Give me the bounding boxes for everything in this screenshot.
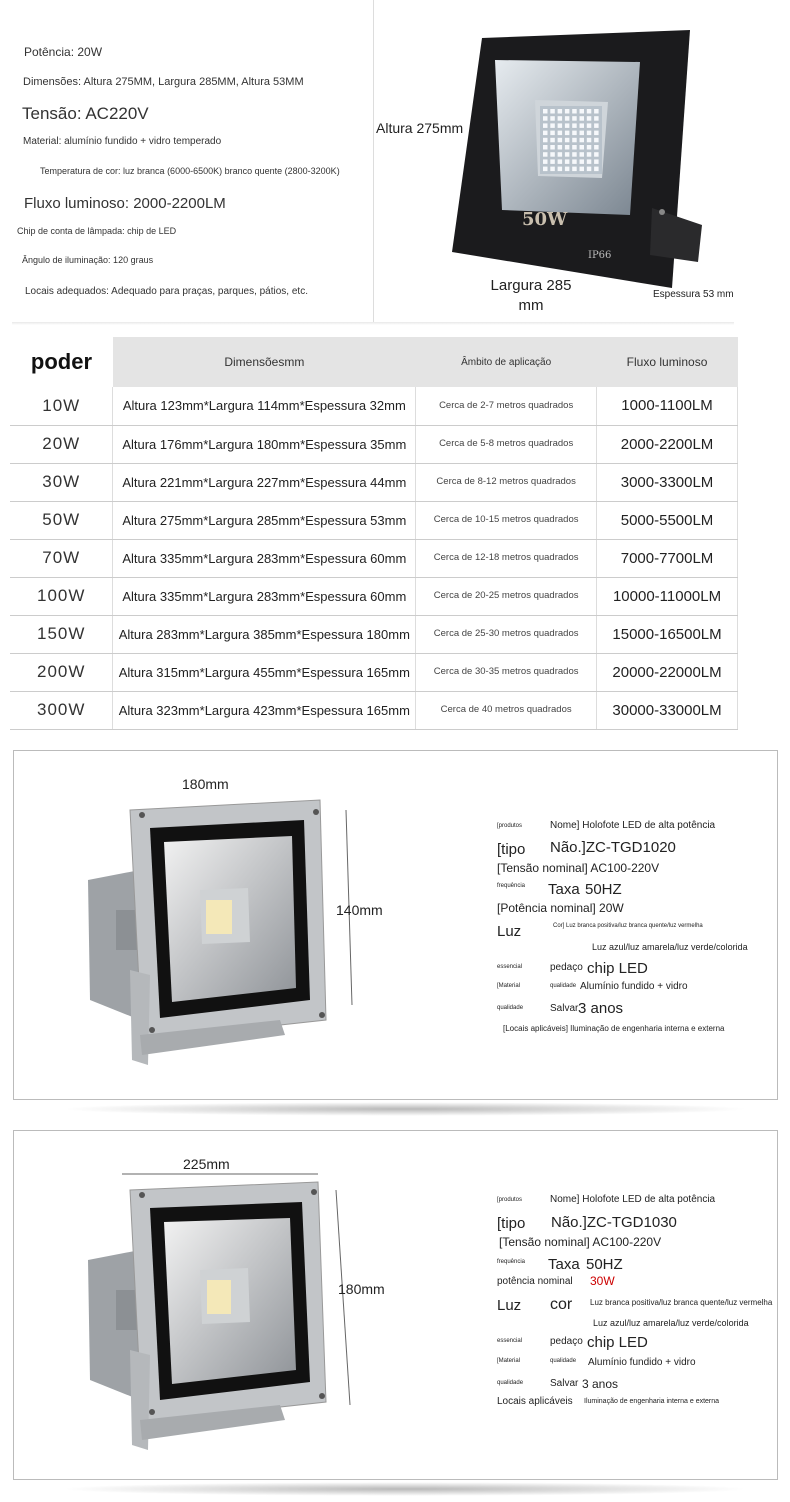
led-chip <box>558 131 563 136</box>
spec-material: Material: alumínio fundido + vidro temperado <box>23 136 222 147</box>
led-chip <box>594 138 599 143</box>
led-chip <box>587 145 592 150</box>
led-chip <box>550 131 555 136</box>
led-chip <box>580 131 585 136</box>
spec-voltage: Tensão: AC220V <box>22 104 149 123</box>
led-chip <box>558 152 563 157</box>
p1-b1: [tipo <box>497 841 526 858</box>
led-chip <box>543 109 548 114</box>
p1-f2: Cor] Luz branca positiva/luz branca quente/luz vermelha <box>553 923 703 929</box>
led-chip <box>594 145 599 150</box>
led-chip <box>594 131 599 136</box>
led-chip <box>587 109 592 114</box>
dimensions-cell: Altura 323mm*Largura 423mm*Espessura 165mm <box>113 691 416 729</box>
led-chip <box>558 159 563 164</box>
led-chip <box>550 138 555 143</box>
hero-height-label: Altura 275mm <box>376 120 464 136</box>
led-chip <box>580 116 585 121</box>
power-cell: 200W <box>10 653 113 691</box>
area-cell: Cerca de 40 metros quadrados <box>416 691 597 729</box>
led-chip <box>565 123 570 128</box>
table-row <box>10 425 738 463</box>
p1-i3: Alumínio fundido + vidro <box>580 981 688 992</box>
spec-places: Locais adequados: Adequado para praças, parques, pátios, etc. <box>25 286 308 297</box>
product2-image <box>80 1170 380 1460</box>
panel-shadow <box>60 1102 750 1116</box>
led-chip <box>543 138 548 143</box>
led-chip <box>565 152 570 157</box>
flux-cell: 3000-3300LM <box>597 463 738 501</box>
area-cell: Cerca de 8-12 metros quadrados <box>416 463 597 501</box>
led-chip <box>543 167 548 172</box>
led-chip <box>550 152 555 157</box>
led-chip <box>543 116 548 121</box>
led-chip <box>572 123 577 128</box>
led-chip <box>558 167 563 172</box>
p2-h2: pedaço <box>550 1336 583 1347</box>
p1-j3: 3 anos <box>578 1000 624 1017</box>
led-chip <box>565 131 570 136</box>
area-cell: Cerca de 10-15 metros quadrados <box>416 501 597 539</box>
led-chip <box>565 159 570 164</box>
p1-j1: qualidade <box>497 1005 524 1011</box>
led-chip <box>565 138 570 143</box>
area-cell: Cerca de 5-8 metros quadrados <box>416 425 597 463</box>
p2-b2: Não.]ZC-TGD1030 <box>551 1214 677 1231</box>
led-chip <box>572 116 577 121</box>
p2-b1: [tipo <box>497 1215 526 1232</box>
product2-width-label: 225mm <box>183 1156 230 1172</box>
led-chip <box>543 131 548 136</box>
p2-i1: [Material <box>497 1358 521 1364</box>
p1-f1: Luz <box>497 923 522 940</box>
led-chip <box>572 167 577 172</box>
p1-i2: qualidade <box>550 983 577 989</box>
hero-floodlight-image <box>440 30 710 292</box>
p2-d1: frequência <box>497 1259 526 1265</box>
p1-h2: pedaço <box>550 962 583 973</box>
p1-c1: [Tensão nominal] AC100-220V <box>497 861 660 875</box>
dimensions-cell: Altura 275mm*Largura 285mm*Espessura 53mm <box>113 501 416 539</box>
flux-cell: 15000-16500LM <box>597 615 738 653</box>
led-chip <box>543 152 548 157</box>
led-chip <box>572 152 577 157</box>
led-chip <box>550 167 555 172</box>
led-chip <box>550 116 555 121</box>
p2-e1: potência nominal <box>497 1276 573 1287</box>
table-row <box>10 501 738 539</box>
led-chip <box>558 109 563 114</box>
power-cell: 20W <box>10 425 113 463</box>
panel-shadow <box>60 1482 750 1496</box>
dimensions-cell: Altura 283mm*Largura 385mm*Espessura 180mm <box>113 615 416 653</box>
led-chip <box>550 159 555 164</box>
led-chip <box>565 145 570 150</box>
dimensions-cell: Altura 123mm*Largura 114mm*Espessura 32mm <box>113 387 416 425</box>
header-dimensions: Dimensõesmm <box>113 337 416 387</box>
product1-height-label: 140mm <box>336 902 383 918</box>
table-row <box>10 577 738 615</box>
p1-e1: [Potência nominal] 20W <box>497 901 624 915</box>
led-chip <box>558 145 563 150</box>
led-chip <box>580 152 585 157</box>
ip-mark: IP66 <box>588 250 612 261</box>
spec-color-temp: Temperatura de cor: luz branca (6000-6500K) branco quente (2800-3200K) <box>40 166 340 176</box>
led-chip <box>550 109 555 114</box>
p2-k2: Iluminação de engenharia interna e externa <box>584 1398 720 1405</box>
led-chip <box>572 159 577 164</box>
spec-dimensions: Dimensões: Altura 275MM, Largura 285MM, Altura 53MM <box>23 76 304 88</box>
p1-a2: Nome] Holofote LED de alta potência <box>550 820 716 831</box>
product1-width-label: 180mm <box>182 776 229 792</box>
flux-cell: 7000-7700LM <box>597 539 738 577</box>
p1-d2: Taxa <box>548 881 580 898</box>
p1-i1: [Material <box>497 983 521 989</box>
p2-d2: Taxa <box>548 1256 580 1273</box>
led-chip <box>587 138 592 143</box>
table-row <box>10 615 738 653</box>
led-chip <box>587 116 592 121</box>
power-cell: 150W <box>10 615 113 653</box>
flux-cell: 30000-33000LM <box>597 691 738 729</box>
table-row <box>10 387 738 425</box>
led-chip <box>565 167 570 172</box>
flux-cell: 10000-11000LM <box>597 577 738 615</box>
product1-image <box>80 790 380 1070</box>
led-chip <box>587 123 592 128</box>
power-cell: 30W <box>10 463 113 501</box>
p2-f1: Luz <box>497 1297 522 1314</box>
area-cell: Cerca de 30-35 metros quadrados <box>416 653 597 691</box>
led-chip <box>580 138 585 143</box>
p1-d3: 50HZ <box>585 881 622 898</box>
p2-k1: Locais aplicáveis <box>497 1396 573 1407</box>
led-chip <box>580 159 585 164</box>
p2-c1: [Tensão nominal] AC100-220V <box>499 1235 662 1249</box>
p2-f3: Luz branca positiva/luz branca quente/luz vermelha <box>590 1298 773 1307</box>
p2-i2: qualidade <box>550 1358 577 1364</box>
p2-d3: 50HZ <box>586 1256 623 1273</box>
spec-table <box>10 337 738 730</box>
led-chip <box>580 167 585 172</box>
led-chip <box>594 116 599 121</box>
led-chip <box>572 131 577 136</box>
p2-e2: 30W <box>590 1274 615 1288</box>
led-chip <box>580 109 585 114</box>
led-chip <box>580 145 585 150</box>
led-chip <box>550 123 555 128</box>
power-cell: 10W <box>10 387 113 425</box>
spec-flux: Fluxo luminoso: 2000-2200LM <box>24 195 226 212</box>
p1-j2: Salvar <box>550 1003 579 1014</box>
p2-a2: Nome] Holofote LED de alta potência <box>550 1194 716 1205</box>
p2-j2: Salvar <box>550 1378 579 1389</box>
flux-cell: 5000-5500LM <box>597 501 738 539</box>
table-row <box>10 691 738 729</box>
hero-width-label: Largura 285 mm <box>490 277 572 314</box>
led-chip <box>587 167 592 172</box>
led-chip <box>558 116 563 121</box>
led-chip <box>543 123 548 128</box>
product2-height-label: 180mm <box>338 1281 385 1297</box>
led-chip <box>558 138 563 143</box>
p2-j1: qualidade <box>497 1380 524 1386</box>
p1-b2: Não.]ZC-TGD1020 <box>550 839 676 856</box>
led-chip <box>594 109 599 114</box>
p1-k1: [Locais aplicáveis] Iluminação de engenharia interna e externa <box>503 1024 725 1033</box>
led-chip <box>558 123 563 128</box>
p2-a1: [produtos <box>497 1197 523 1203</box>
hero-thickness-label: Espessura 53 mm <box>653 289 734 300</box>
wattage-mark: 50W <box>522 209 568 230</box>
flux-cell: 1000-1100LM <box>597 387 738 425</box>
led-chip <box>587 152 592 157</box>
p2-i3: Alumínio fundido + vidro <box>588 1357 696 1368</box>
dimensions-cell: Altura 335mm*Largura 283mm*Espessura 60mm <box>113 577 416 615</box>
led-chip <box>587 131 592 136</box>
power-cell: 70W <box>10 539 113 577</box>
p2-j3: 3 anos <box>582 1377 619 1391</box>
led-chip <box>572 138 577 143</box>
table-row <box>10 463 738 501</box>
p1-d1: frequência <box>497 883 526 889</box>
spec-angle: Ângulo de iluminação: 120 graus <box>22 255 154 265</box>
p2-h1: essencial <box>497 1338 523 1344</box>
header-flux: Fluxo luminoso <box>597 337 738 387</box>
led-chip <box>550 145 555 150</box>
header-area: Âmbito de aplicação <box>416 337 597 387</box>
area-cell: Cerca de 2-7 metros quadrados <box>416 387 597 425</box>
p2-h3: chip LED <box>587 1334 648 1351</box>
power-cell: 100W <box>10 577 113 615</box>
led-chip <box>543 145 548 150</box>
led-chip <box>594 167 599 172</box>
horizontal-divider <box>12 322 734 325</box>
area-cell: Cerca de 25-30 metros quadrados <box>416 615 597 653</box>
led-chip <box>565 116 570 121</box>
p2-g1: Luz azul/luz amarela/luz verde/colorida <box>593 1318 749 1328</box>
led-chip <box>587 159 592 164</box>
header-power: poder <box>10 337 113 387</box>
led-chip <box>594 123 599 128</box>
p2-f2: cor <box>550 1296 573 1313</box>
power-cell: 50W <box>10 501 113 539</box>
led-chip <box>572 109 577 114</box>
dimensions-cell: Altura 221mm*Largura 227mm*Espessura 44mm <box>113 463 416 501</box>
spec-chip: Chip de conta de lâmpada: chip de LED <box>17 226 177 236</box>
area-cell: Cerca de 12-18 metros quadrados <box>416 539 597 577</box>
p1-h3: chip LED <box>587 960 648 977</box>
table-row <box>10 653 738 691</box>
p1-g1: Luz azul/luz amarela/luz verde/colorida <box>592 942 748 952</box>
led-chip <box>594 159 599 164</box>
flux-cell: 2000-2200LM <box>597 425 738 463</box>
led-chip <box>594 152 599 157</box>
dimensions-cell: Altura 335mm*Largura 283mm*Espessura 60mm <box>113 539 416 577</box>
spec-power: Potência: 20W <box>24 45 103 59</box>
vertical-divider <box>373 0 374 322</box>
led-chip <box>572 145 577 150</box>
p1-h1: essencial <box>497 964 523 970</box>
table-row <box>10 539 738 577</box>
led-chip <box>565 109 570 114</box>
led-chip <box>543 159 548 164</box>
dimensions-cell: Altura 176mm*Largura 180mm*Espessura 35mm <box>113 425 416 463</box>
led-chip <box>580 123 585 128</box>
area-cell: Cerca de 20-25 metros quadrados <box>416 577 597 615</box>
p1-a1: [produtos <box>497 823 523 829</box>
power-cell: 300W <box>10 691 113 729</box>
dimensions-cell: Altura 315mm*Largura 455mm*Espessura 165mm <box>113 653 416 691</box>
flux-cell: 20000-22000LM <box>597 653 738 691</box>
